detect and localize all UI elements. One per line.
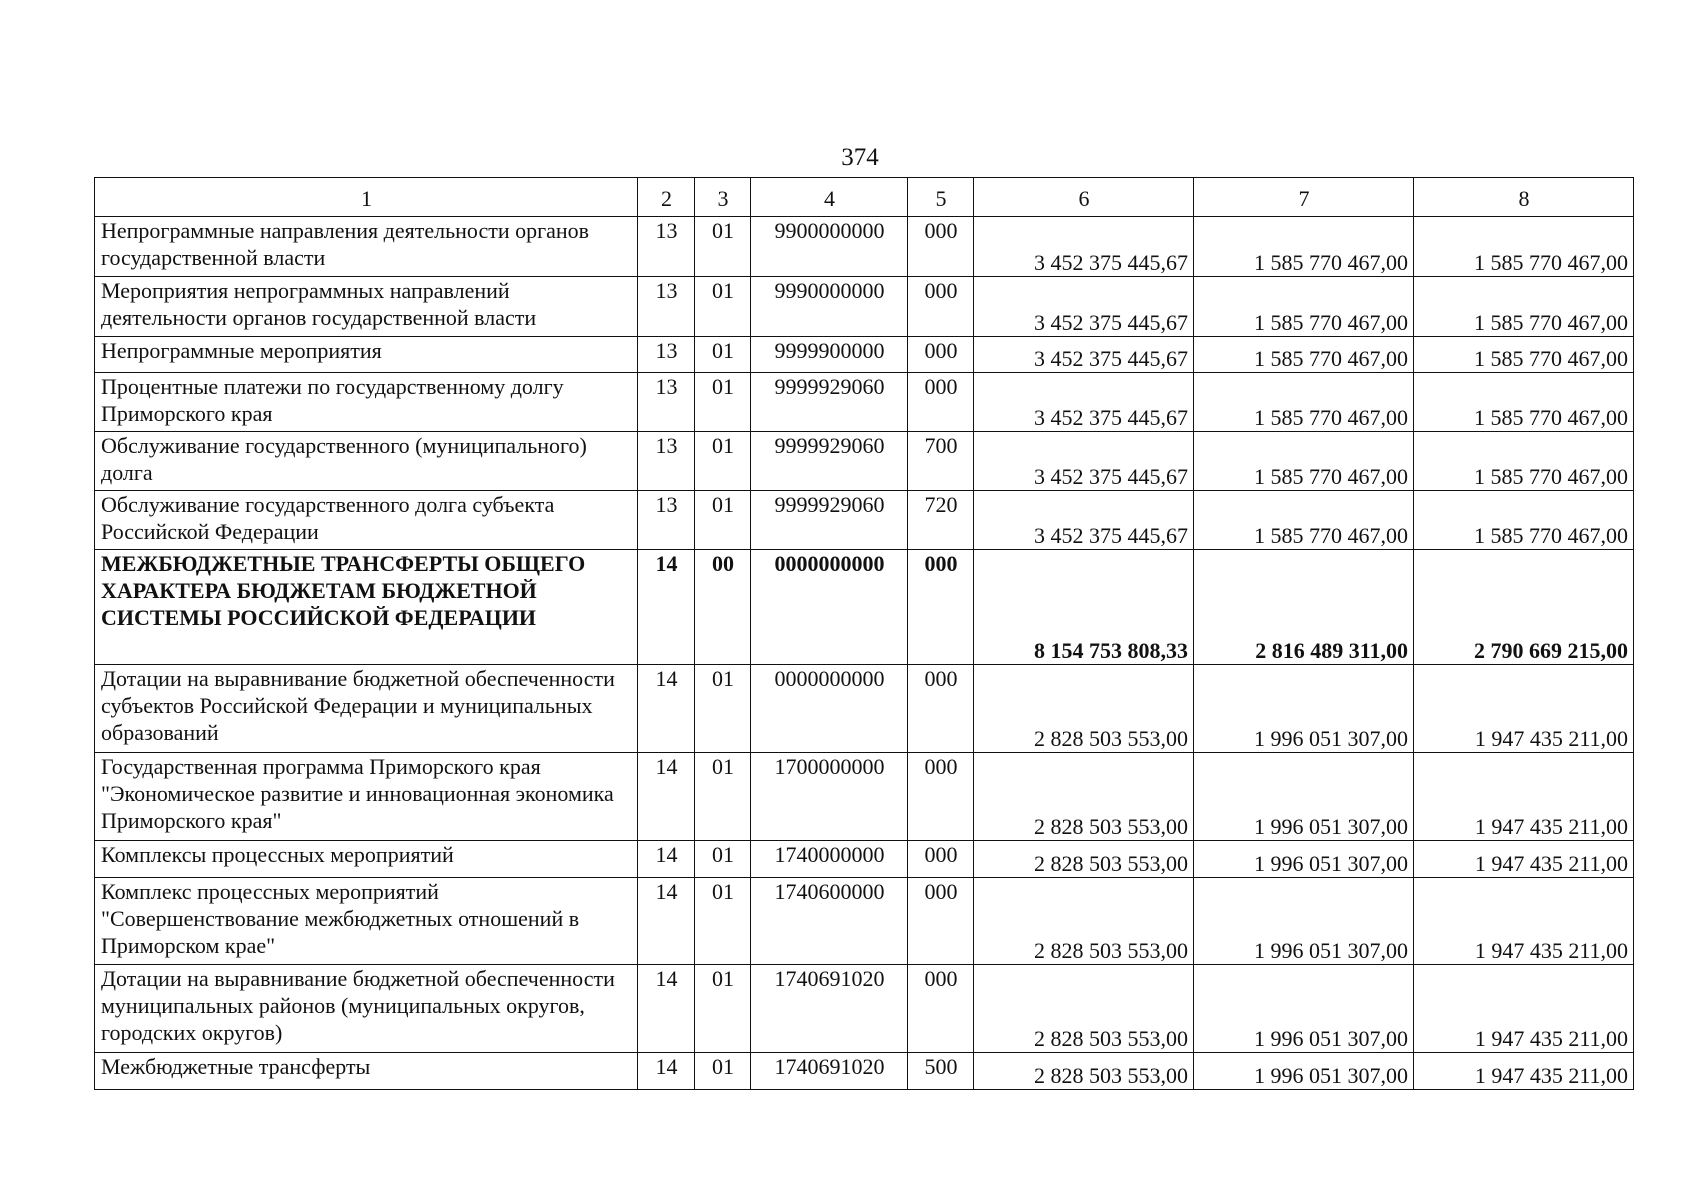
amount-cell: 1 585 770 467,00: [1414, 373, 1634, 432]
code-cell: 13: [638, 373, 695, 432]
amount-cell: 1 996 051 307,00: [1194, 841, 1414, 878]
amount-cell: 1 947 435 211,00: [1414, 965, 1634, 1053]
table-row: [95, 665, 1634, 753]
row-name: Непрограммные мероприятия: [95, 337, 638, 373]
amount-cell: 3 452 375 445,67: [974, 217, 1194, 277]
table-row: [95, 841, 1634, 878]
code-cell: 14: [638, 1053, 695, 1090]
table-row-section-total: [95, 550, 1634, 665]
amount-cell: 1 585 770 467,00: [1414, 432, 1634, 491]
table-row: [95, 337, 1634, 373]
column-header: 3: [695, 178, 751, 217]
code-cell: 13: [638, 491, 695, 550]
code-cell: 720: [908, 491, 974, 550]
amount-cell: 1 585 770 467,00: [1194, 217, 1414, 277]
code-cell: 000: [908, 550, 974, 665]
code-cell: 000: [908, 753, 974, 841]
code-cell: 1700000000: [751, 753, 908, 841]
code-cell: 01: [695, 841, 751, 878]
header-row: [95, 178, 1634, 217]
amount-cell: 1 996 051 307,00: [1194, 878, 1414, 965]
amount-cell: 1 996 051 307,00: [1194, 665, 1414, 753]
table-row: [95, 878, 1634, 965]
budget-table: [94, 177, 1634, 1090]
code-cell: 14: [638, 753, 695, 841]
amount-cell: 1 585 770 467,00: [1194, 373, 1414, 432]
code-cell: 13: [638, 277, 695, 337]
column-header: 6: [974, 178, 1194, 217]
page-number: 374: [841, 144, 879, 171]
amount-cell: 3 452 375 445,67: [974, 337, 1194, 373]
code-cell: 9999929060: [751, 432, 908, 491]
code-cell: 01: [695, 878, 751, 965]
code-cell: 01: [695, 373, 751, 432]
code-cell: 01: [695, 491, 751, 550]
code-cell: 13: [638, 337, 695, 373]
code-cell: 01: [695, 1053, 751, 1090]
table-row: [95, 373, 1634, 432]
amount-cell: 1 947 435 211,00: [1414, 753, 1634, 841]
table-row: [95, 753, 1634, 841]
amount-cell: 1 996 051 307,00: [1194, 1053, 1414, 1090]
code-cell: 14: [638, 550, 695, 665]
row-name: Межбюджетные трансферты: [95, 1053, 638, 1090]
amount-cell: 3 452 375 445,67: [974, 432, 1194, 491]
code-cell: 9999929060: [751, 491, 908, 550]
amount-cell: 2 828 503 553,00: [974, 878, 1194, 965]
code-cell: 9990000000: [751, 277, 908, 337]
code-cell: 000: [908, 965, 974, 1053]
amount-cell: 1 947 435 211,00: [1414, 665, 1634, 753]
amount-cell: 1 585 770 467,00: [1414, 277, 1634, 337]
amount-cell: 2 828 503 553,00: [974, 841, 1194, 878]
code-cell: 1740000000: [751, 841, 908, 878]
table-row: [95, 217, 1634, 277]
column-header: 5: [908, 178, 974, 217]
amount-cell: 2 828 503 553,00: [974, 753, 1194, 841]
row-name: Комплексы процессных мероприятий: [95, 841, 638, 878]
amount-cell: 1 585 770 467,00: [1414, 217, 1634, 277]
code-cell: 000: [908, 841, 974, 878]
code-cell: 000: [908, 373, 974, 432]
amount-cell: 3 452 375 445,67: [974, 491, 1194, 550]
row-name: Процентные платежи по государственному долгу Приморского края: [95, 373, 638, 432]
amount-cell: 2 828 503 553,00: [974, 965, 1194, 1053]
amount-cell: 1 585 770 467,00: [1194, 491, 1414, 550]
code-cell: 01: [695, 432, 751, 491]
amount-cell: 1 947 435 211,00: [1414, 1053, 1634, 1090]
code-cell: 9900000000: [751, 217, 908, 277]
code-cell: 14: [638, 841, 695, 878]
code-cell: 000: [908, 217, 974, 277]
code-cell: 01: [695, 665, 751, 753]
row-name: МЕЖБЮДЖЕТНЫЕ ТРАНСФЕРТЫ ОБЩЕГО ХАРАКТЕРА БЮДЖЕТАМ БЮДЖЕТНОЙ СИСТЕМЫ РОССИЙСКОЙ ФЕДЕРАЦИИ: [95, 550, 638, 665]
code-cell: 00: [695, 550, 751, 665]
row-name: Комплекс процессных мероприятий "Совершенствование межбюджетных отношений в Приморском крае": [95, 878, 638, 965]
table-row: [95, 491, 1634, 550]
code-cell: 0000000000: [751, 550, 908, 665]
code-cell: 9999929060: [751, 373, 908, 432]
column-header: 7: [1194, 178, 1414, 217]
amount-cell: 1 996 051 307,00: [1194, 965, 1414, 1053]
amount-cell: 1 947 435 211,00: [1414, 878, 1634, 965]
amount-cell: 2 790 669 215,00: [1414, 550, 1634, 665]
row-name: Государственная программа Приморского края "Экономическое развитие и инновационная экономика Приморского края": [95, 753, 638, 841]
amount-cell: 8 154 753 808,33: [974, 550, 1194, 665]
amount-cell: 2 816 489 311,00: [1194, 550, 1414, 665]
code-cell: 01: [695, 217, 751, 277]
table-row: [95, 965, 1634, 1053]
column-header: 4: [751, 178, 908, 217]
code-cell: 500: [908, 1053, 974, 1090]
row-name: Дотации на выравнивание бюджетной обеспеченности субъектов Российской Федерации и муниципальных образований: [95, 665, 638, 753]
code-cell: 000: [908, 337, 974, 373]
code-cell: 01: [695, 965, 751, 1053]
code-cell: 14: [638, 878, 695, 965]
code-cell: 000: [908, 878, 974, 965]
amount-cell: 2 828 503 553,00: [974, 665, 1194, 753]
code-cell: 1740691020: [751, 1053, 908, 1090]
code-cell: 700: [908, 432, 974, 491]
code-cell: 13: [638, 432, 695, 491]
code-cell: 01: [695, 753, 751, 841]
code-cell: 01: [695, 337, 751, 373]
amount-cell: 3 452 375 445,67: [974, 277, 1194, 337]
code-cell: 13: [638, 217, 695, 277]
amount-cell: 2 828 503 553,00: [974, 1053, 1194, 1090]
amount-cell: 1 585 770 467,00: [1194, 277, 1414, 337]
code-cell: 1740600000: [751, 878, 908, 965]
amount-cell: 1 585 770 467,00: [1194, 337, 1414, 373]
row-name: Непрограммные направления деятельности органов государственной власти: [95, 217, 638, 277]
row-name: Мероприятия непрограммных направлений деятельности органов государственной власти: [95, 277, 638, 337]
column-header: 1: [95, 178, 638, 217]
column-header: 2: [638, 178, 695, 217]
code-cell: 01: [695, 277, 751, 337]
code-cell: 9999900000: [751, 337, 908, 373]
code-cell: 0000000000: [751, 665, 908, 753]
table-row: [95, 277, 1634, 337]
amount-cell: 3 452 375 445,67: [974, 373, 1194, 432]
column-header: 8: [1414, 178, 1634, 217]
code-cell: 14: [638, 965, 695, 1053]
code-cell: 14: [638, 665, 695, 753]
code-cell: 000: [908, 277, 974, 337]
table-row: [95, 1053, 1634, 1090]
row-name: Обслуживание государственного долга субъекта Российской Федерации: [95, 491, 638, 550]
amount-cell: 1 996 051 307,00: [1194, 753, 1414, 841]
code-cell: 000: [908, 665, 974, 753]
table-row: [95, 432, 1634, 491]
row-name: Дотации на выравнивание бюджетной обеспеченности муниципальных районов (муниципальных округов, городских округов): [95, 965, 638, 1053]
amount-cell: 1 585 770 467,00: [1194, 432, 1414, 491]
amount-cell: 1 585 770 467,00: [1414, 337, 1634, 373]
code-cell: 1740691020: [751, 965, 908, 1053]
amount-cell: 1 585 770 467,00: [1414, 491, 1634, 550]
amount-cell: 1 947 435 211,00: [1414, 841, 1634, 878]
row-name: Обслуживание государственного (муниципального) долга: [95, 432, 638, 491]
